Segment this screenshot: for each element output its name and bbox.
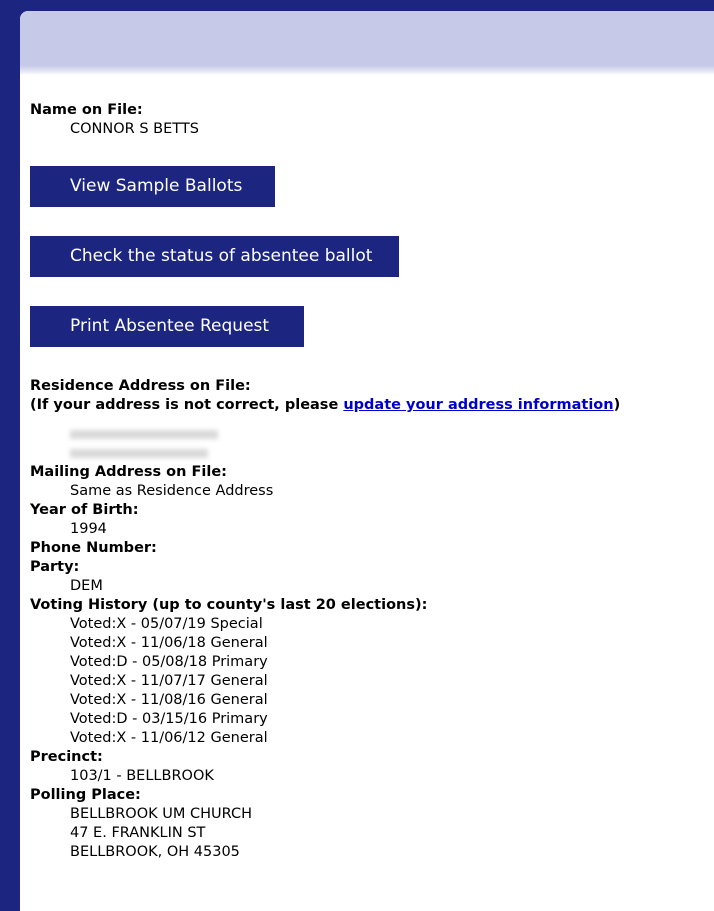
year-of-birth-value: 1994 xyxy=(70,521,107,537)
voting-history-entry: Voted:X - 11/08/16 General xyxy=(70,692,268,708)
polling-place-line: BELLBROOK UM CHURCH xyxy=(70,806,252,822)
voting-history-entry: Voted:X - 11/07/17 General xyxy=(70,673,268,689)
residence-note-prefix: (If your address is not correct, please xyxy=(30,397,344,413)
party-label: Party: xyxy=(30,559,80,575)
voting-history-entry: Voted:X - 11/06/18 General xyxy=(70,635,268,651)
panel-header-band xyxy=(20,11,714,75)
name-on-file-value: CONNOR S BETTS xyxy=(70,121,199,137)
polling-place-line: 47 E. FRANKLIN ST xyxy=(70,825,206,841)
voting-history-entry: Voted:D - 05/08/18 Primary xyxy=(70,654,268,670)
voting-history-entry: Voted:X - 05/07/19 Special xyxy=(70,616,263,632)
voting-history-entry: Voted:D - 03/15/16 Primary xyxy=(70,711,268,727)
year-of-birth-label: Year of Birth: xyxy=(30,502,139,518)
voter-info-content xyxy=(30,101,714,860)
polling-place-label: Polling Place: xyxy=(30,787,141,803)
precinct-value: 103/1 - BELLBROOK xyxy=(70,768,214,784)
party-value: DEM xyxy=(70,578,103,594)
mailing-address-label: Mailing Address on File: xyxy=(30,464,227,480)
voting-history-label: Voting History (up to county's last 20 elections): xyxy=(30,597,428,613)
voter-details xyxy=(30,377,714,862)
residence-note-suffix: ) xyxy=(613,397,621,413)
print-absentee-request-button[interactable]: Print Absentee Request xyxy=(30,306,304,347)
residence-address-line-redacted xyxy=(30,425,714,444)
polling-place-line: BELLBROOK, OH 45305 xyxy=(70,844,240,860)
update-address-link[interactable]: update your address information xyxy=(343,397,614,413)
view-sample-ballots-button[interactable]: View Sample Ballots xyxy=(30,166,275,207)
residence-city-line-redacted xyxy=(30,444,714,463)
residence-address-note xyxy=(30,396,714,415)
phone-number-label: Phone Number: xyxy=(30,540,157,556)
name-on-file-label: Name on File: xyxy=(30,102,143,118)
main-panel xyxy=(20,11,714,911)
precinct-label: Precinct: xyxy=(30,749,103,765)
mailing-address-value: Same as Residence Address xyxy=(70,483,274,499)
residence-address-label: Residence Address on File: xyxy=(30,378,251,394)
absentee-status-button[interactable]: Check the status of absentee ballot xyxy=(30,236,399,277)
voting-history-entry: Voted:X - 11/06/12 General xyxy=(70,730,268,746)
